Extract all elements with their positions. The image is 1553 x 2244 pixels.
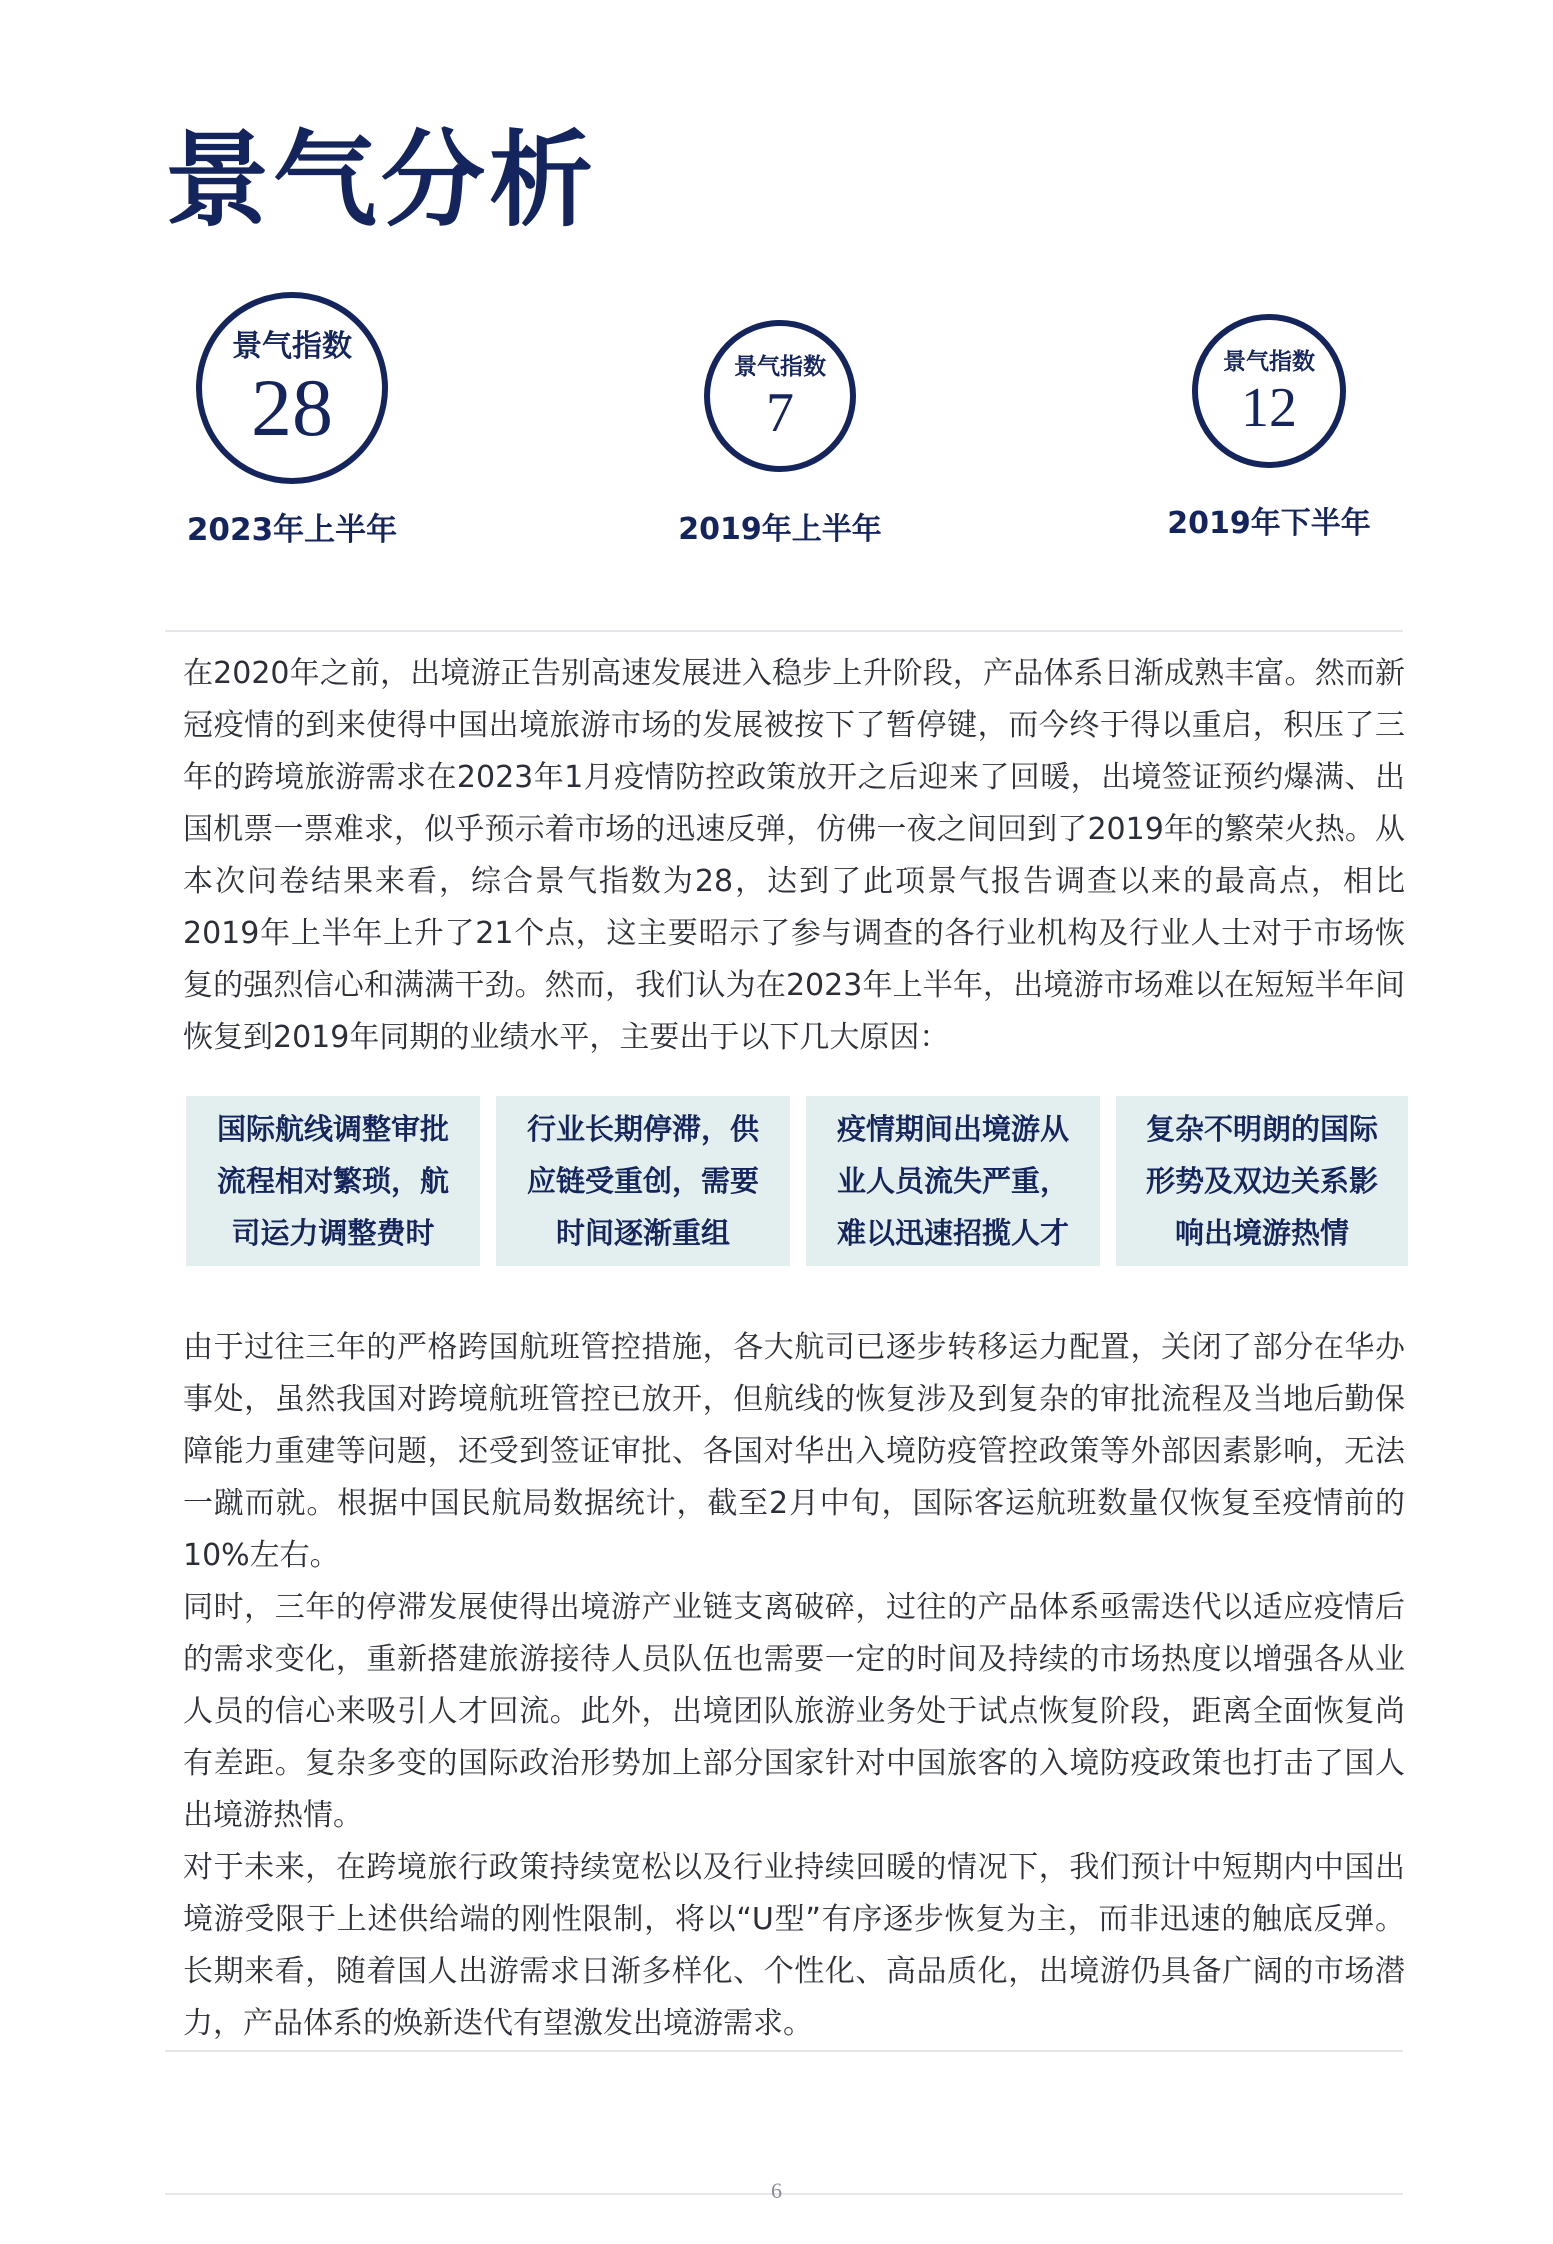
gauge-value: 7 [766,381,794,444]
gauge-label: 景气指数 [232,329,352,364]
gauge-ring [704,320,856,472]
gauge-value: 28 [251,362,333,453]
body-paragraph-airlines: 由于过往三年的严格跨国航班管控措施，各大航司已逐步转移运力配置，关闭了部分在华办事处，虽然我国对跨境航班管控已放开，但航线的恢复涉及到复杂的审批流程及当地后勤保障能力重建等问题，还受到签证审批、各国对华出入境防疫管控政策等外部因素影响，无法一蹴而就。根据中国民航局数据统计，截至2月中旬，国际客运航班数量仅恢复至疫情前的10%左右。 [183,1330,1405,1573]
gauge-label: 景气指数 [734,353,826,380]
gauge-2019-h2 [1167,314,1371,541]
top-divider [165,630,1403,632]
reason-box: 复杂不明朗的国际形势及双边关系影响出境游热情 [1116,1096,1408,1266]
gauge-label: 景气指数 [1223,348,1315,375]
body-paragraph-outlook: 对于未来，在跨境旅行政策持续宽松以及行业持续回暖的情况下，我们预计中短期内中国出境游受限于上述供给端的刚性限制，将以“U型”有序逐步恢复为主，而非迅速的触底反弹。长期来看，随着国人出游需求日渐多样化、个性化、高品质化，出境游仍具备广阔的市场潜力，产品体系的焕新迭代有望激发出境游需求。 [183,1850,1405,2041]
page-number: 6 [771,2178,782,2203]
reasons-row [186,1096,1408,1266]
reason-box: 行业长期停滞，供应链受重创，需要时间逐渐重组 [496,1096,790,1266]
page-title: 景气分析 [165,119,598,241]
gauge-ring [196,292,388,484]
reason-box: 国际航线调整审批流程相对繁琐，航司运力调整费时 [186,1096,480,1266]
gauge-value: 12 [1241,376,1297,439]
gauge-2019-h1 [678,320,882,547]
gauge-period: 2019年上半年 [678,512,882,547]
gauge-period: 2019年下半年 [1167,506,1371,541]
intro-paragraph: 在2020年之前，出境游正告别高速发展进入稳步上升阶段，产品体系日渐成熟丰富。然而新冠疫情的到来使得中国出境旅游市场的发展被按下了暂停键，而今终于得以重启，积压了三年的跨境旅游需求在2023年1月疫情防控政策放开之后迎来了回暖，出境签证预约爆满、出国机票一票难求，似乎预示着市场的迅速反弹，仿佛一夜之间回到了2019年的繁荣火热。从本次问卷结果来看，综合景气指数为28，达到了此项景气报告调查以来的最高点，相比2019年上半年上升了21个点，这主要昭示了参与调查的各行业机构及行业人士对于市场恢复的强烈信心和满满干劲。然而，我们认为在2023年上半年，出境游市场难以在短短半年间恢复到2019年同期的业绩水平，主要出于以下几大原因： [183,656,1405,1055]
gauge-period: 2023年上半年 [186,512,398,548]
gauge-ring [1192,314,1346,468]
body-paragraph-industry: 同时，三年的停滞发展使得出境游产业链支离破碎，过往的产品体系亟需迭代以适应疫情后的需求变化，重新搭建旅游接待人员队伍也需要一定的时间及持续的市场热度以增强各从业人员的信心来吸引人才回流。此外，出境团队旅游业务处于试点恢复阶段，距离全面恢复尚有差距。复杂多变的国际政治形势加上部分国家针对中国旅客的入境防疫政策也打击了国人出境游热情。 [183,1590,1405,1833]
gauge-2023-h1 [186,292,398,548]
reason-box: 疫情期间出境游从业人员流失严重，难以迅速招揽人才 [806,1096,1100,1266]
bottom-divider [165,2050,1403,2052]
